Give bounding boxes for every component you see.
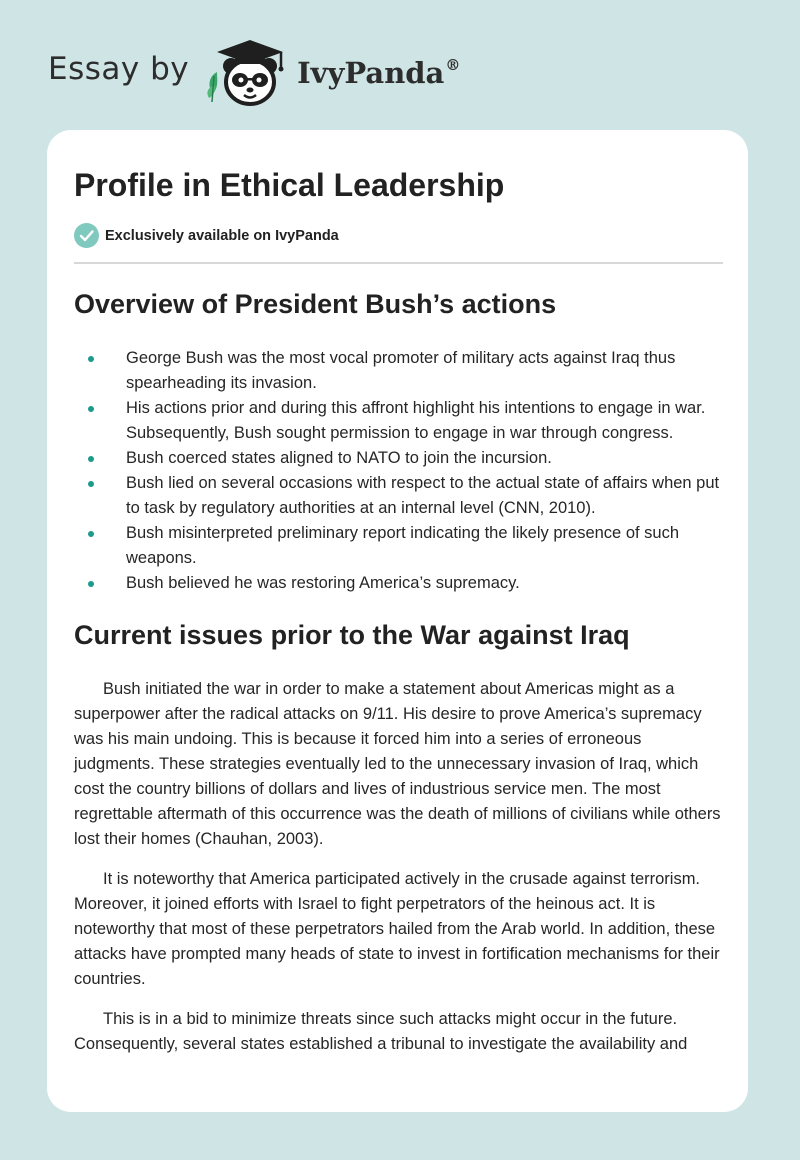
paragraph: Bush initiated the war in order to make a statement about Americas might as a superpower after the radical attacks on 9/11. His desire to prove America’s supremacy was his main undoing. This is because it forced him into a series of erroneous judgments. These strategies eventually led to the unnecessary invasion of Iraq, which cost the country billions of dollars and lives of industrious service men. The most regrettable aftermath of this occurrence was the death of millions of civilians while others lost their homes (Chauhan, 2003).	[74, 680, 721, 848]
exclusive-badge	[74, 223, 723, 248]
section-heading-overview: Overview of President Bush’s actions	[74, 289, 557, 319]
bullet-icon	[88, 406, 94, 412]
list-item: His actions prior and during this affront highlight his intentions to engage in war. Subsequently, Bush sought permission to engage in war through congress.	[74, 396, 723, 446]
article-content	[74, 130, 723, 1057]
exclusive-label: Exclusively available on IvyPanda	[105, 227, 339, 244]
registered-mark: ®	[445, 56, 461, 74]
bullet-icon	[88, 356, 94, 362]
bullet-icon	[88, 481, 94, 487]
paragraph: It is noteworthy that America participated actively in the crusade against terrorism. Moreover, it joined efforts with Israel to fight perpetrators of the heinous act. It is noteworthy that most of these perpetrators hailed from the Arab world. In addition, these attacks have prompted many heads of state to invest in fortification mechanisms for their countries.	[74, 870, 720, 988]
bullet-icon	[88, 581, 94, 587]
divider	[74, 262, 723, 264]
article-card	[47, 130, 748, 1112]
leaf-icon	[207, 72, 217, 102]
section-heading-current-issues: Current issues prior to the War against Iraq	[74, 620, 630, 650]
brand-header	[48, 36, 460, 108]
brand-name: IvyPanda®	[297, 56, 461, 90]
list-item: Bush misinterpreted preliminary report indicating the likely presence of such weapons.	[74, 521, 723, 571]
bullet-icon	[88, 531, 94, 537]
brand-prefix: Essay by	[48, 51, 190, 87]
panda-logo-icon	[203, 36, 293, 108]
bullet-list	[74, 346, 723, 596]
paragraph: This is in a bid to minimize threats since such attacks might occur in the future. Consequently, several states established a tribunal to investigate the availability and	[74, 1010, 688, 1053]
list-item: Bush lied on several occasions with respect to the actual state of affairs when put to task by regulatory authorities at an internal level (CNN, 2010).	[74, 471, 723, 521]
list-item: Bush believed he was restoring America’s supremacy.	[74, 571, 723, 596]
page-title: Profile in Ethical Leadership	[74, 167, 505, 203]
check-circle-icon	[74, 223, 99, 248]
list-item: George Bush was the most vocal promoter of military acts against Iraq thus spearheading its invasion.	[74, 346, 723, 396]
list-item: Bush coerced states aligned to NATO to join the incursion.	[74, 446, 723, 471]
bullet-icon	[88, 456, 94, 462]
